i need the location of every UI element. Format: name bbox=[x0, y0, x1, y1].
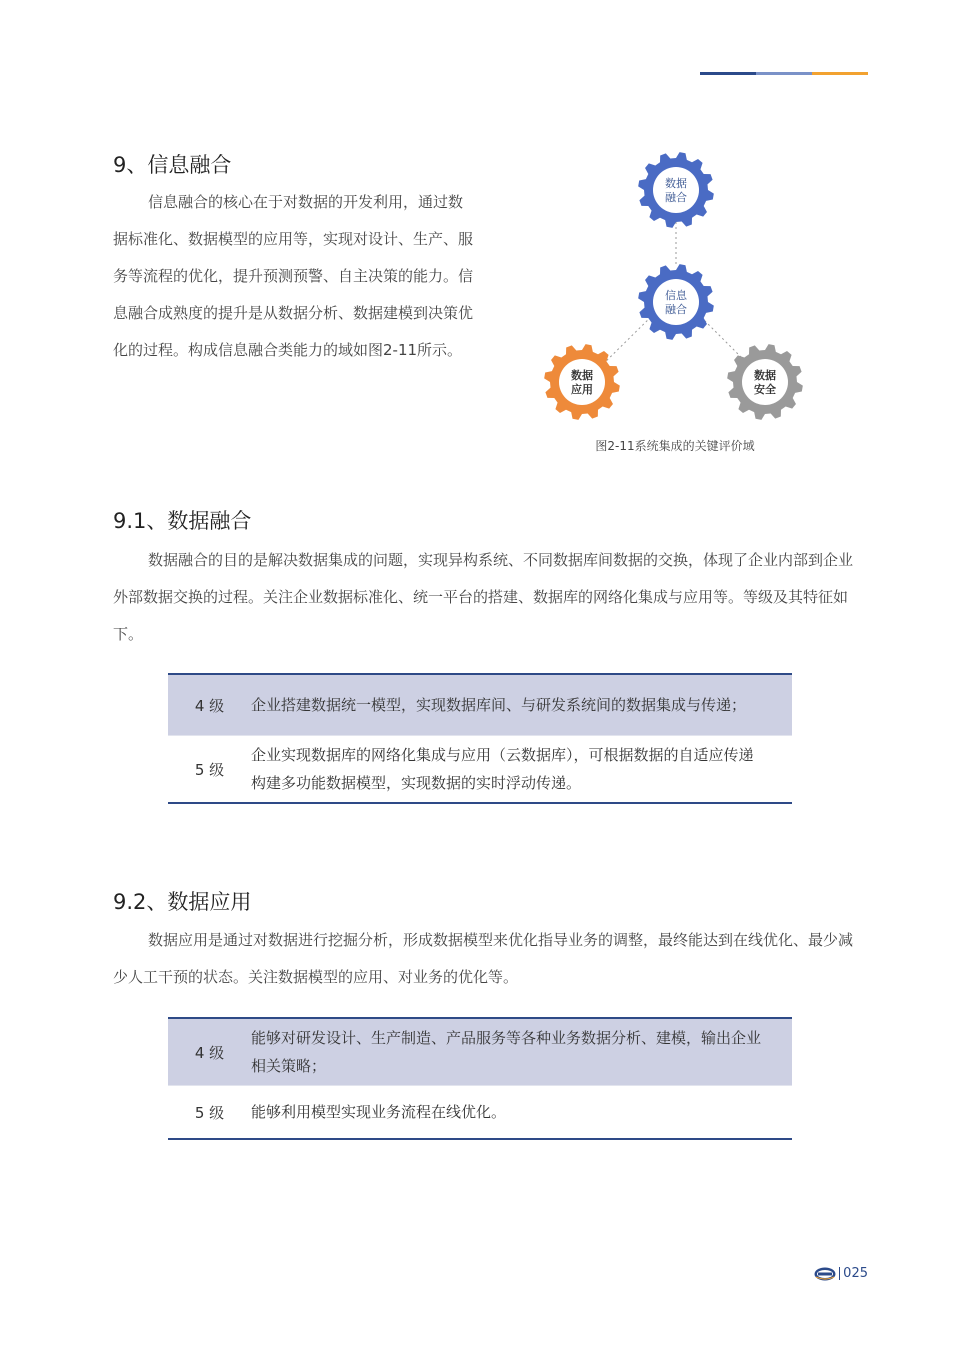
gear-right-line1: 数据 bbox=[754, 369, 776, 382]
table-row bbox=[168, 1085, 792, 1138]
gear-center bbox=[559, 359, 605, 405]
gear-diagram bbox=[530, 140, 820, 430]
bar-segment-dark-blue bbox=[700, 72, 756, 75]
level-description: 企业搭建数据统一模型，实现数据库间、与研发系统间的数据集成与传递； bbox=[251, 696, 747, 714]
gear-center-icon bbox=[638, 264, 714, 340]
gear-top-line1: 数据 bbox=[665, 177, 687, 190]
gear-center bbox=[653, 279, 699, 325]
gear-left-line2: 应用 bbox=[571, 383, 593, 396]
table-row bbox=[168, 735, 792, 802]
header-color-bar bbox=[700, 72, 868, 75]
data-fusion-level-table bbox=[168, 673, 792, 804]
gear-center-line2: 融合 bbox=[665, 303, 687, 316]
gear-center bbox=[653, 167, 699, 213]
gear-top-line2: 融合 bbox=[665, 191, 687, 204]
table-row bbox=[168, 675, 792, 735]
section-9-1-title: 9.1、数据融合 bbox=[113, 509, 252, 533]
footer-divider bbox=[839, 1267, 840, 1280]
bar-segment-orange bbox=[812, 72, 868, 75]
figure-caption: 图2-11系统集成的关键评价域 bbox=[595, 439, 755, 453]
level-label: 4 级 bbox=[194, 1043, 225, 1062]
gear-left-icon bbox=[544, 344, 620, 420]
gear-left-line1: 数据 bbox=[571, 369, 593, 382]
level-label: 4 级 bbox=[194, 696, 225, 715]
gear-center bbox=[742, 359, 788, 405]
data-application-level-table bbox=[168, 1017, 792, 1140]
level-description: 能够利用模型实现业务流程在线优化。 bbox=[251, 1103, 507, 1121]
gear-center-line1: 信息 bbox=[665, 289, 687, 302]
table-row bbox=[168, 1019, 792, 1085]
gear-top-icon bbox=[638, 152, 714, 228]
gear-right-line2: 安全 bbox=[754, 383, 776, 396]
section-9-2-body: 数据应用是通过对数据进行挖掘分析，形成数据模型来优化指导业务的调整，最终能达到在线优化、最少减少人工干预的状态。关注数据模型的应用、对业务的优化等。 bbox=[113, 931, 854, 986]
level-label: 5 级 bbox=[194, 1103, 225, 1122]
cmmm-logo-icon bbox=[814, 1267, 836, 1281]
section-9-1-body: 数据融合的目的是解决数据集成的问题，实现异构系统、不同数据库间数据的交换，体现了企业内部到企业外部数据交换的过程。关注企业数据标准化、统一平台的搭建、数据库的网络化集成与应用等。等级及其特征如下。 bbox=[113, 551, 854, 643]
bar-segment-light-blue bbox=[756, 72, 812, 75]
gear-right-icon bbox=[727, 344, 803, 420]
section-9-2-title: 9.2、数据应用 bbox=[113, 890, 252, 914]
level-description: 能够对研发设计、生产制造、产品服务等各种业务数据分析、建模，输出企业相关策略； bbox=[251, 1029, 762, 1075]
section-9-title: 9、信息融合 bbox=[113, 153, 232, 177]
level-label: 5 级 bbox=[194, 760, 225, 779]
page-number: 025 bbox=[843, 1266, 868, 1281]
page-footer bbox=[814, 1266, 868, 1281]
section-9-body: 信息融合的核心在于对数据的开发利用，通过数据标准化、数据模型的应用等，实现对设计、生产、服务等流程的优化，提升预测预警、自主决策的能力。信息融合成熟度的提升是从数据分析、数据建模到决策优化的过程。构成信息融合类能力的域如图2-11所示。 bbox=[113, 193, 474, 359]
level-description: 企业实现数据库的网络化集成与应用（云数据库），可根据数据的自适应传递构建多功能数据模型，实现数据的实时浮动传递。 bbox=[251, 746, 754, 792]
